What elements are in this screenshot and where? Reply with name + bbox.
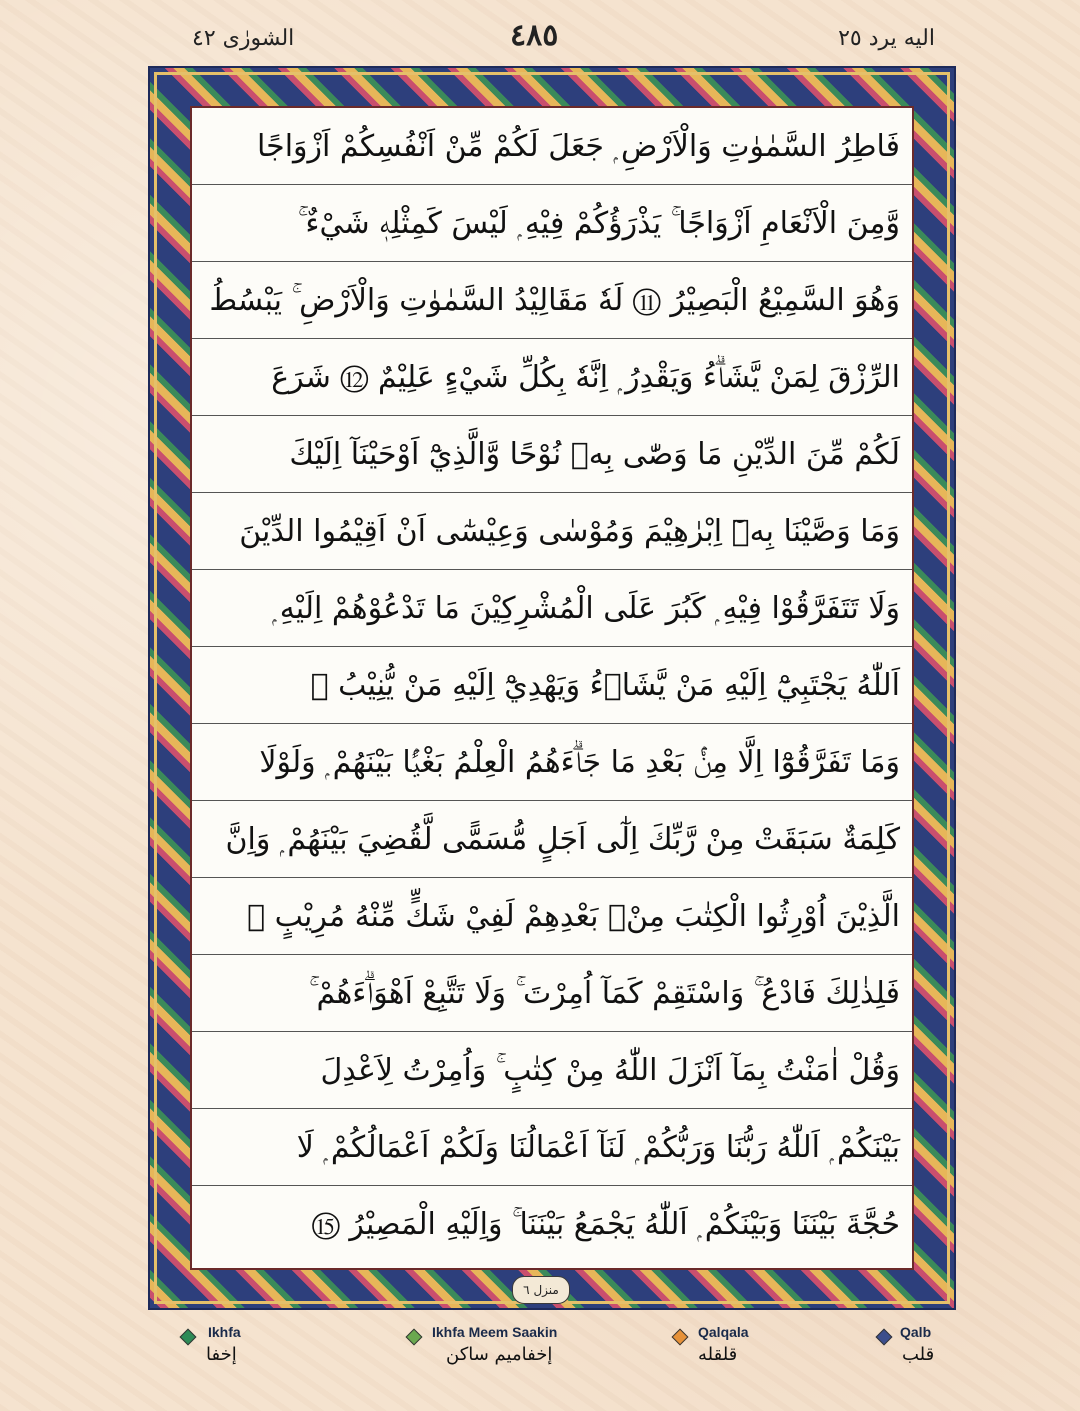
text-line-9: وَمَا تَفَرَّقُوْٓا اِلَّا مِنْۢ بَعْدِ مَا جَاۗءَهُمُ الْعِلْمُ بَغْيًۢا بَيْنَهُمْ ۭ وَلَوْلَا [192,724,912,801]
page-header [0,18,1080,60]
text-line-2: وَّمِنَ الْاَنْعَامِ اَزْوَاجًا ۚ يَذْرَؤُكُمْ فِيْهِ ۭ لَيْسَ كَمِثْلِهٖ شَيْءٌ ۚ [192,185,912,262]
ikhfa-diamond-icon [180,1329,197,1346]
legend-qalb-ur: قلب [902,1344,935,1365]
text-line-14: بَيْنَكُمْ ۭ اَللّٰهُ رَبُّنَا وَرَبُّكُمْ ۭ لَنَآ اَعْمَالُنَا وَلَكُمْ اَعْمَالُكُمْ ۭ لَا [192,1109,912,1186]
manzil-badge: منزل ٦ [512,1276,570,1304]
legend-qalqala [668,1324,808,1404]
legend-qalb [872,1324,992,1404]
text-line-5: لَكُمْ مِّنَ الدِّيْنِ مَا وَصّٰى بِهٖ نُوْحًا وَّالَّذِيْٓ اَوْحَيْنَآ اِلَيْكَ [192,416,912,493]
legend-qalqala-en: Qalqala [698,1324,749,1340]
surah-label: الشورٰى ٤٢ [192,26,295,51]
quran-text-panel [190,106,914,1270]
text-line-13: وَقُلْ اٰمَنْتُ بِمَآ اَنْزَلَ اللّٰهُ مِنْ كِتٰبٍ ۚ وَاُمِرْتُ لِاَعْدِلَ [192,1032,912,1109]
legend-ikhfa [176,1324,336,1404]
qalb-diamond-icon [876,1329,893,1346]
text-line-15: حُجَّةَ بَيْنَنَا وَبَيْنَكُمْ ۭ اَللّٰهُ يَجْمَعُ بَيْنَنَا ۚ وَاِلَيْهِ الْمَصِيْرُ ⑮ [311,1207,900,1242]
juz-label: اليه يرد ٢٥ [838,26,935,51]
text-line-7: وَلَا تَتَفَرَّقُوْا فِيْهِ ۭ كَبُرَ عَلَى الْمُشْرِكِيْنَ مَا تَدْعُوْهُمْ اِلَيْهِ ۭ [192,570,912,647]
legend-ikhfa-meem-ur: إخفامیم ساکن [446,1344,553,1365]
legend-qalqala-ur: قلقله [698,1344,738,1365]
legend-ikhfa-meem [402,1324,602,1404]
text-line-1: فَاطِرُ السَّمٰوٰتِ وَالْاَرْضِ ۭ جَعَلَ لَكُمْ مِّنْ اَنْفُسِكُمْ اَزْوَاجًا [192,108,912,185]
qalqala-diamond-icon [672,1329,689,1346]
text-line-6: وَمَا وَصَّيْنَا بِهٖٓ اِبْرٰهِيْمَ وَمُوْسٰى وَعِيْسٰٓى اَنْ اَقِيْمُوا الدِّيْنَ [192,493,912,570]
legend-ikhfa-en: Ikhfa [208,1324,241,1340]
legend-ikhfa-meem-en: Ikhfa Meem Saakin [432,1324,558,1340]
ikhfa-meem-diamond-icon [406,1329,423,1346]
legend-qalb-en: Qalb [900,1324,932,1340]
text-line-8: اَللّٰهُ يَجْتَبِيْٓ اِلَيْهِ مَنْ يَّشَاۗءُ وَيَهْدِيْٓ اِلَيْهِ مَنْ يُّنِيْبُ ⑬ [192,647,912,724]
text-line-10: كَلِمَةٌ سَبَقَتْ مِنْ رَّبِّكَ اِلٰٓى اَجَلٍ مُّسَمًّى لَّقُضِيَ بَيْنَهُمْ ۭ وَاِنَّ [192,801,912,878]
text-line-11: الَّذِيْنَ اُوْرِثُوا الْكِتٰبَ مِنْۢ بَعْدِهِمْ لَفِيْ شَكٍّ مِّنْهُ مُرِيْبٍ ⑭ [192,878,912,955]
text-line-4: الرِّزْقَ لِمَنْ يَّشَاۗءُ وَيَقْدِرُ ۭ اِنَّهٗ بِكُلِّ شَيْءٍ عَلِيْمٌ ⑫ شَرَعَ [192,339,912,416]
text-line-12: فَلِذٰلِكَ فَادْعُ ۚ وَاسْتَقِمْ كَمَآ اُمِرْتَ ۚ وَلَا تَتَّبِعْ اَهْوَاۗءَهُمْ ۚ [192,955,912,1032]
text-line-3: وَهُوَ السَّمِيْعُ الْبَصِيْرُ ⑪ لَهٗ مَقَالِيْدُ السَّمٰوٰتِ وَالْاَرْضِ ۚ يَبْسُطُ [192,262,912,339]
legend-ikhfa-ur: إخفا [206,1344,237,1365]
page-number: ٤٨٥ [510,18,559,53]
